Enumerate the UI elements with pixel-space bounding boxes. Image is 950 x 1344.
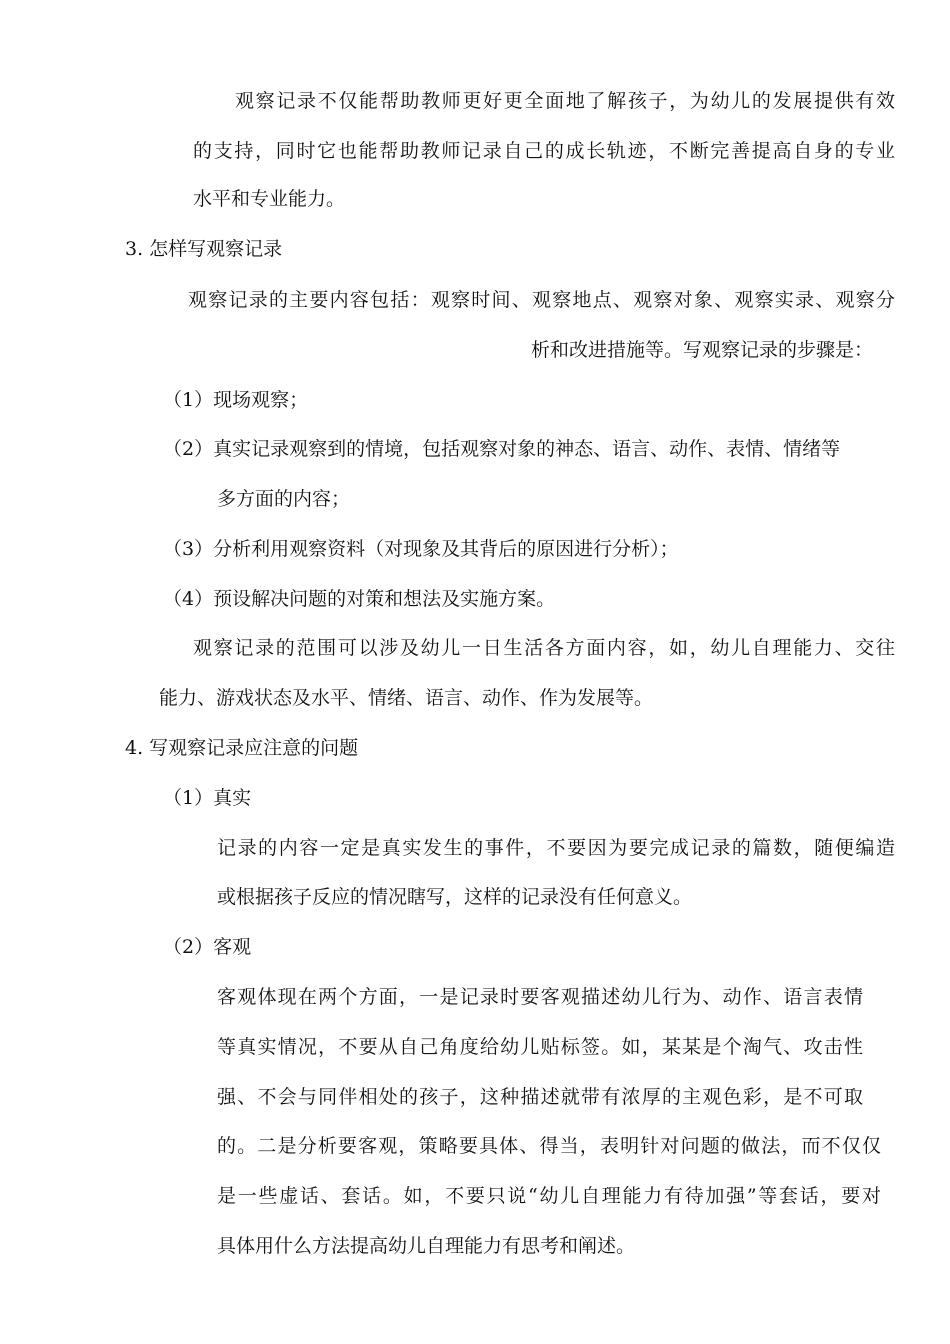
step-4: （4）预设解决问题的对策和想法及实施方案。	[163, 588, 556, 610]
item-2-line-5: 是一些虚话、套话。如，不要只说“幼儿自理能力有待加强”等套话，要对	[217, 1185, 881, 1207]
item-1-line-1: 记录的内容一定是真实发生的事件，不要因为要完成记录的篇数，随便编造	[217, 837, 895, 859]
item-2-line-4: 的。二是分析要客观，策略要具体、得当，表明针对问题的做法，而不仅仅	[217, 1135, 881, 1157]
scope-line-2: 能力、游戏状态及水平、情绪、语言、动作、作为发展等。	[159, 687, 654, 709]
scope-line-1: 观察记录的范围可以涉及幼儿一日生活各方面内容，如，幼儿自理能力、交往	[193, 637, 895, 659]
item-1-title: （1）真实	[163, 787, 252, 809]
section-3-heading: 3. 怎样写观察记录	[125, 238, 283, 260]
intro-line-3: 水平和专业能力。	[193, 188, 346, 210]
intro-line-1: 观察记录不仅能帮助教师更好更全面地了解孩子，为幼儿的发展提供有效	[235, 90, 895, 112]
section-3-content-line-1: 观察记录的主要内容包括：观察时间、观察地点、观察对象、观察实录、观察分	[188, 289, 895, 311]
item-2-line-2: 等真实情况，不要从自己角度给幼儿贴标签。如，某某是个淘气、攻击性	[217, 1036, 863, 1058]
step-2-continued: 多方面的内容；	[217, 488, 351, 510]
step-2: （2）真实记录观察到的情境，包括观察对象的神态、语言、动作、表情、情绪等	[163, 438, 841, 460]
section-4-heading: 4. 写观察记录应注意的问题	[125, 737, 359, 759]
item-2-line-1: 客观体现在两个方面，一是记录时要客观描述幼儿行为、动作、语言表情	[217, 986, 863, 1008]
item-2-line-6: 具体用什么方法提高幼儿自理能力有思考和阐述。	[217, 1235, 636, 1257]
section-3-content-line-2: 析和改进措施等。写观察记录的步骤是：	[531, 339, 874, 361]
item-1-line-2: 或根据孩子反应的情况瞎写，这样的记录没有任何意义。	[217, 886, 693, 908]
item-2-line-3: 强、不会与同伴相处的孩子，这种描述就带有浓厚的主观色彩，是不可取	[217, 1086, 863, 1108]
item-2-title: （2）客观	[163, 936, 252, 958]
intro-line-2: 的支持，同时它也能帮助教师记录自己的成长轨迹，不断完善提高自身的专业	[193, 140, 895, 162]
step-3: （3）分析利用观察资料（对现象及其背后的原因进行分析）；	[163, 538, 679, 560]
step-1: （1）现场观察；	[163, 389, 309, 411]
